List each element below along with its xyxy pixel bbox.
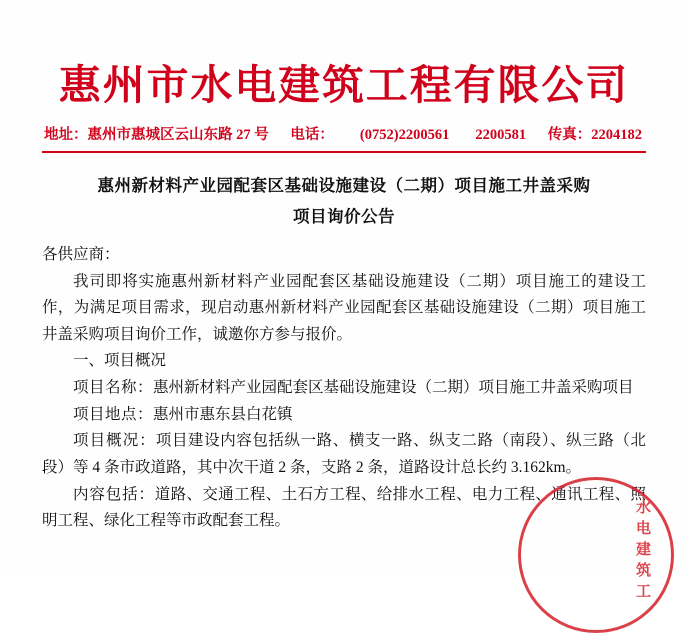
phone-value-secondary: 2200581 (475, 127, 527, 144)
address-label: 地址： (44, 127, 88, 144)
section-heading-project-overview: 一、项目概况 (73, 352, 167, 370)
page-title-line-2: 项目询价公告 (293, 206, 395, 226)
letterhead-divider (42, 151, 646, 153)
company-name: 惠州市水电建筑工程有限公司 (58, 61, 630, 109)
address-segment (44, 123, 269, 144)
fax-label: 传真： (547, 127, 592, 144)
field-project-overview-value: 项目建设内容包括纵一路、横支一路、纵支二路（南段）、纵三路（北段）等 4 条市政道路，其中次干道 2 条，支路 2 条，道路设计总长约 3.162km。 (42, 432, 646, 477)
field-contents-label: 内容包括： (73, 485, 155, 503)
field-contents (42, 482, 646, 535)
fax-value: 2204182 (591, 127, 642, 144)
field-project-site-value: 惠州市惠东县白花镇 (153, 405, 293, 423)
field-project-overview (42, 428, 646, 481)
page-title-line-1: 惠州新材料产业园配套区基础设施建设（二期）项目施工井盖采购 (97, 176, 591, 196)
field-project-name (42, 375, 646, 402)
field-project-site-label: 项目地点： (73, 405, 154, 423)
phone-segment (290, 123, 526, 144)
field-project-name-label: 项目名称： (73, 379, 154, 397)
field-project-overview-label: 项目概况： (73, 432, 156, 450)
contact-row (42, 123, 646, 144)
page-title (42, 171, 646, 232)
field-project-name-value: 惠州新材料产业园配套区基础设施建设（二期）项目施工井盖采购项目 (153, 379, 634, 397)
letterhead (42, 0, 646, 153)
field-contents-value: 道路、交通工程、土石方工程、给排水工程、电力工程、通讯工程、照明工程、绿化工程等市政配套工程。 (42, 485, 646, 530)
intro-paragraph: 我司即将实施惠州新材料产业园配套区基础设施建设（二期）项目施工的建设工作，为满足项目需求，现启动惠州新材料产业园配套区基础设施建设（二期）项目施工井盖采购项目询价工作，诚邀你方参与报价。 (42, 272, 646, 343)
phone-value-primary: (0752)2200561 (359, 127, 450, 144)
company-seal-text: 水电建筑工 (634, 498, 650, 604)
field-project-site (42, 402, 646, 429)
address-value: 惠州市惠城区云山东路 27 号 (87, 127, 269, 144)
salutation: 各供应商： (42, 246, 120, 264)
phone-label: 电话： (290, 127, 334, 144)
fax-segment (548, 123, 642, 144)
